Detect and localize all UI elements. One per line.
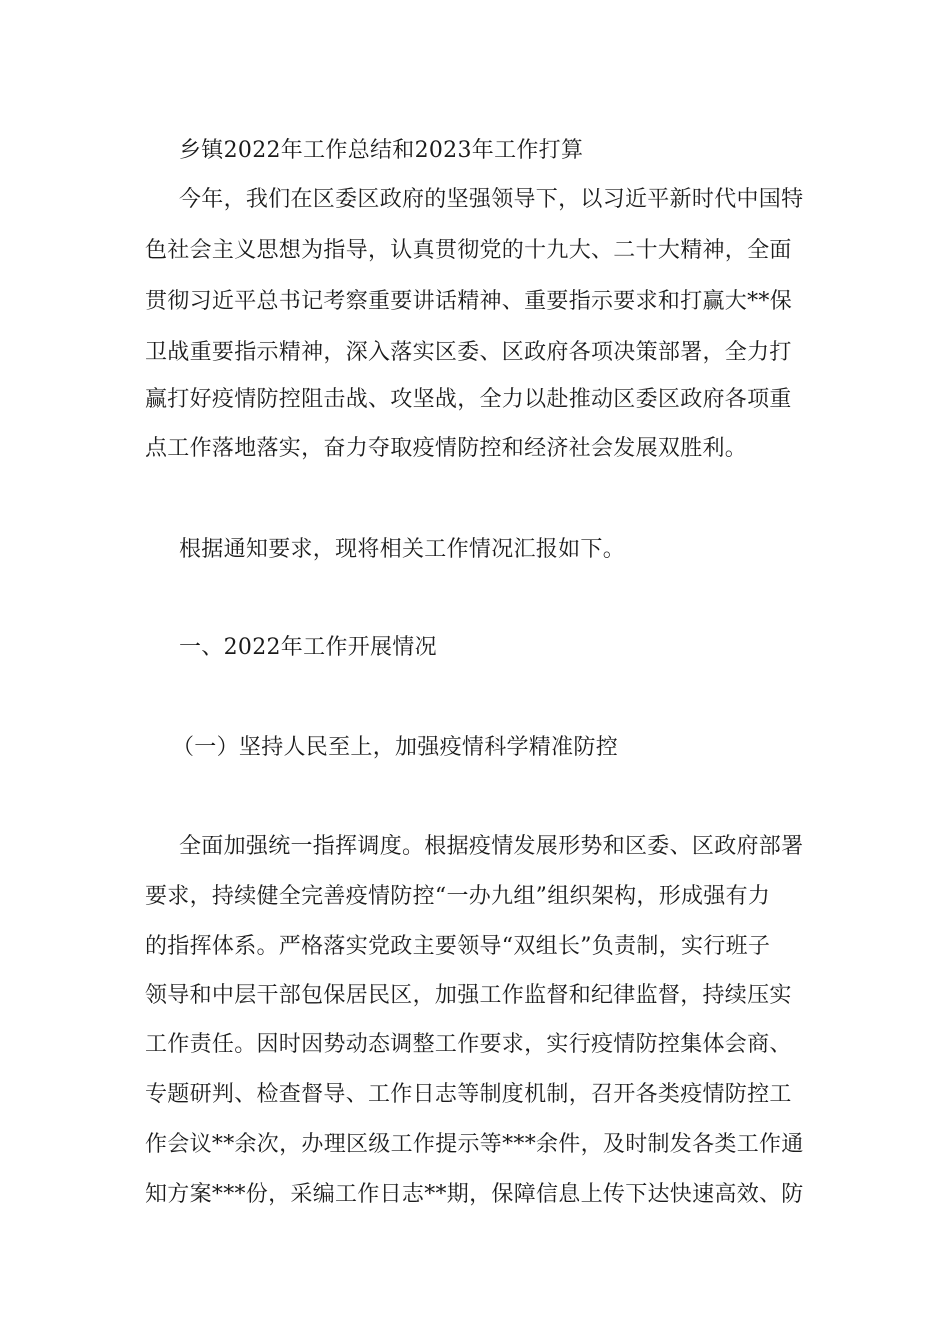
intro-line: 贯彻习近平总书记考察重要讲话精神、重要指示要求和打赢大**保 <box>145 289 793 314</box>
body-line: 领导和中层干部包保居民区，加强工作监督和纪律监督，持续压实 <box>145 983 792 1008</box>
body-line: 专题研判、检查督导、工作日志等制度机制，召开各类疫情防控工 <box>145 1082 792 1107</box>
document-title: 乡镇2022年工作总结和2023年工作打算 <box>179 138 584 163</box>
body-line: 工作责任。因时因势动态调整工作要求，实行疫情防控集体会商、 <box>145 1032 792 1057</box>
intro-line: 今年，我们在区委区政府的坚强领导下，以习近平新时代中国特 <box>179 187 804 212</box>
intro-line: 点工作落地落实，奋力夺取疫情防控和经济社会发展双胜利。 <box>145 436 748 461</box>
body-line: 全面加强统一指挥调度。根据疫情发展形势和区委、区政府部署 <box>179 834 804 859</box>
report-line: 根据通知要求，现将相关工作情况汇报如下。 <box>179 537 626 562</box>
body-line: 作会议**余次，办理区级工作提示等***余件，及时制发各类工作通 <box>145 1132 804 1157</box>
intro-line: 赢打好疫情防控阻击战、攻坚战，全力以赴推动区委区政府各项重 <box>145 387 792 412</box>
body-line: 知方案***份，采编工作日志**期，保障信息上传下达快速高效、防 <box>145 1182 804 1207</box>
subsection-heading: （一）坚持人民至上，加强疫情科学精准防控 <box>172 735 619 760</box>
section-heading: 一、2022年工作开展情况 <box>179 635 437 660</box>
intro-line: 色社会主义思想为指导，认真贯彻党的十九大、二十大精神，全面 <box>145 238 792 263</box>
intro-line: 卫战重要指示精神，深入落实区委、区政府各项决策部署，全力打 <box>145 340 792 365</box>
body-line: 要求，持续健全完善疫情防控“一办九组”组织架构，形成强有力 <box>145 884 771 909</box>
body-line: 的指挥体系。严格落实党政主要领导“双组长”负责制，实行班子 <box>145 934 771 959</box>
